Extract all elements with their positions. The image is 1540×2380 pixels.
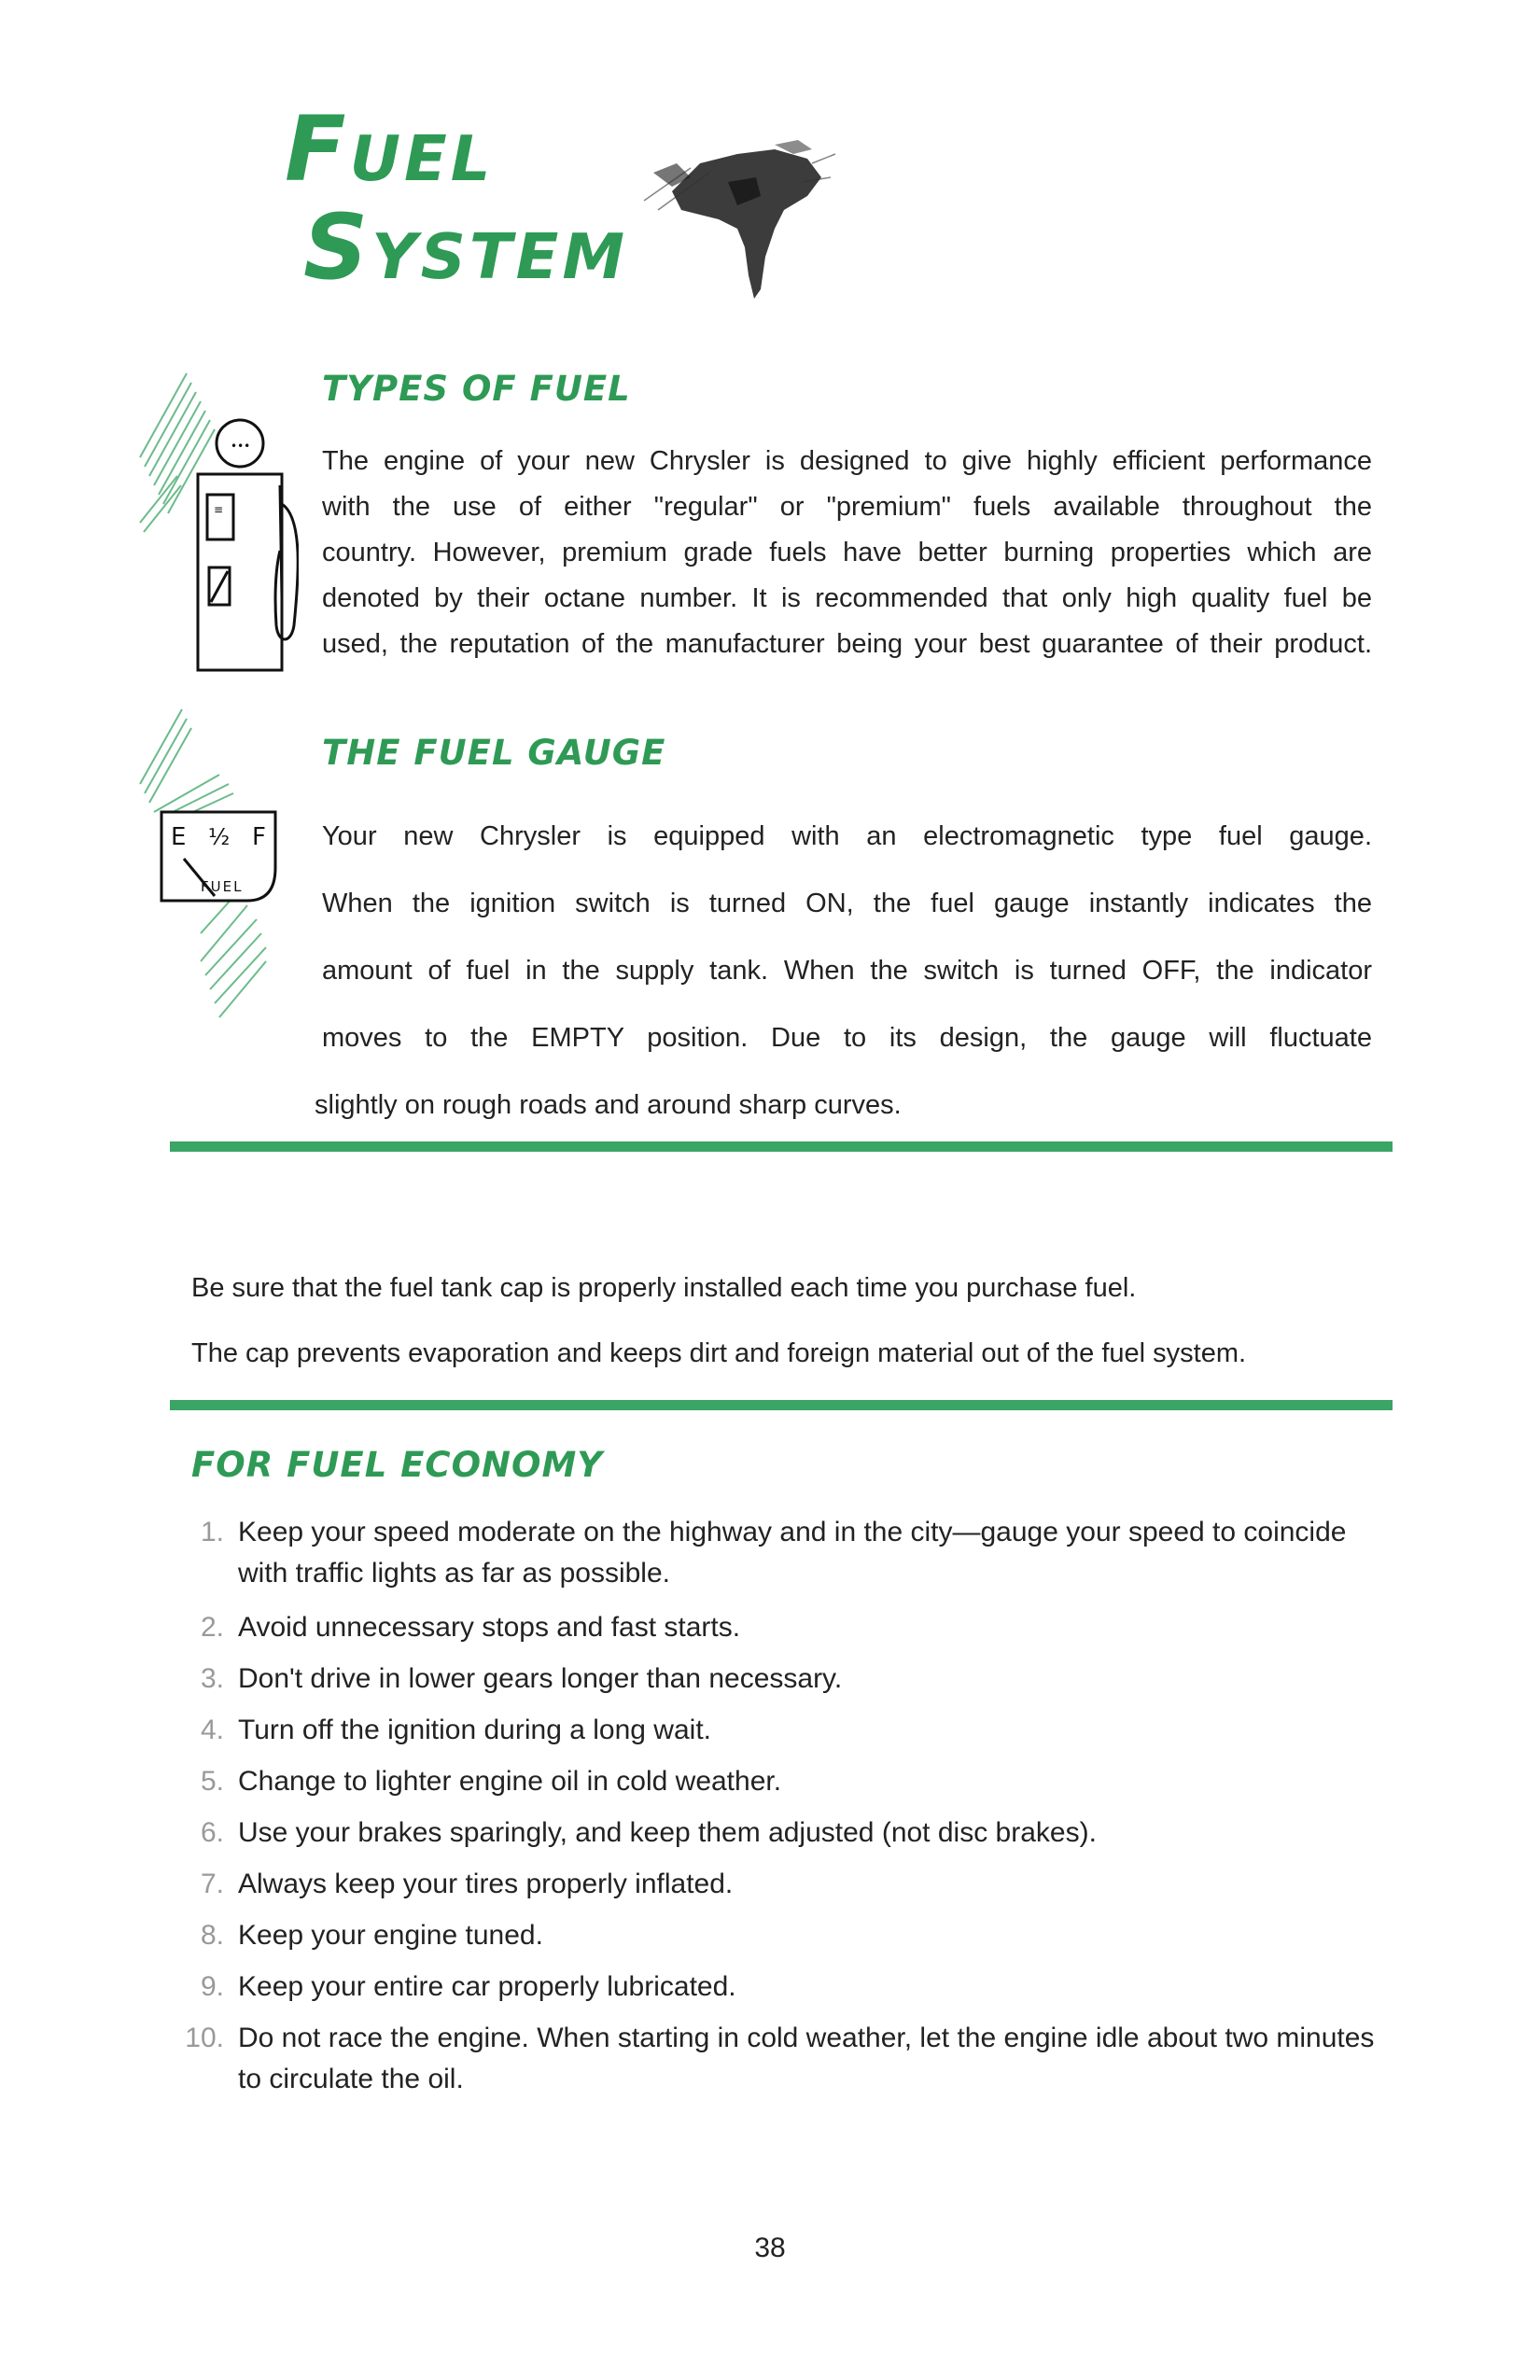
- fuel-gauge-icon: [135, 700, 294, 1055]
- heading-types-of-fuel: TYPES OF FUEL: [322, 369, 631, 409]
- list-text: Change to lighter engine oil in cold weather.: [238, 1766, 782, 1797]
- list-text: Turn off the ignition during a long wait.: [238, 1715, 711, 1745]
- list-number: 4.: [200, 1715, 224, 1745]
- gauge-fuel-label: FUEL: [201, 878, 244, 895]
- fuel-gauge-paragraph: [315, 803, 1372, 1139]
- svg-text:≡: ≡: [214, 503, 224, 516]
- list-number: 7.: [200, 1869, 224, 1899]
- list-number: 3.: [200, 1663, 224, 1694]
- list-number: 2.: [200, 1612, 224, 1643]
- list-text: Don't drive in lower gears longer than necessary.: [238, 1663, 843, 1694]
- paragraph-line: The engine of your new Chrysler is designed to give highly efficient performance: [322, 446, 1372, 476]
- list-number: 1.: [200, 1517, 224, 1547]
- paragraph-line: amount of fuel in the supply tank. When the switch is turned OFF, the indicator: [322, 956, 1372, 986]
- charcoal-splash-decoration: [635, 126, 868, 313]
- page-number: 38: [754, 2233, 786, 2263]
- paragraph-line: country. However, premium grade fuels have better burning properties which are: [322, 538, 1372, 567]
- paragraph-line: used, the reputation of the manufacturer being your best guarantee of their product.: [322, 629, 1372, 659]
- page-title-line-1: Fuel: [285, 97, 495, 202]
- list-text: Always keep your tires properly inflated.: [238, 1869, 734, 1899]
- heading-fuel-economy: FOR FUEL ECONOMY: [191, 1445, 604, 1485]
- paragraph-line: with the use of either "regular" or "premium" fuels available throughout the: [322, 492, 1372, 522]
- gauge-half-label: ½: [208, 824, 231, 850]
- list-number: 9.: [200, 1971, 224, 2002]
- list-text: Use your brakes sparingly, and keep them adjusted (not disc brakes).: [238, 1817, 1097, 1848]
- section-divider: [170, 1400, 1393, 1410]
- paragraph-line: Your new Chrysler is equipped with an electromagnetic type fuel gauge.: [322, 821, 1372, 851]
- list-text: Keep your speed moderate on the highway and in the city—gauge your speed to coincide with traffic lights as far as possible.: [238, 1517, 1347, 1589]
- types-of-fuel-paragraph: [322, 439, 1372, 667]
- paragraph-line: moves to the EMPTY position. Due to its design, the gauge will fluctuate: [322, 1023, 1372, 1053]
- gauge-full-label: F: [252, 823, 266, 851]
- fuel-cap-note: [191, 1255, 1367, 1386]
- note-line: The cap prevents evaporation and keeps dirt and foreign material out of the fuel system.: [191, 1338, 1247, 1368]
- list-text: Do not race the engine. When starting in cold weather, let the engine idle about two minutes to circulate the oil.: [238, 2023, 1375, 2094]
- list-text: Keep your engine tuned.: [238, 1920, 543, 1951]
- paragraph-line: slightly on rough roads and around sharp curves.: [315, 1090, 902, 1120]
- page-title-line-2: System: [303, 195, 629, 300]
- list-number: 5.: [200, 1766, 224, 1797]
- list-text: Keep your entire car properly lubricated.: [238, 1971, 736, 2002]
- heading-fuel-gauge: THE FUEL GAUGE: [322, 733, 666, 773]
- svg-text:•••: •••: [231, 440, 251, 453]
- gauge-empty-label: E: [171, 823, 187, 851]
- note-line: Be sure that the fuel tank cap is properly installed each time you purchase fuel.: [191, 1273, 1137, 1303]
- paragraph-line: denoted by their octane number. It is recommended that only high quality fuel be: [322, 583, 1372, 613]
- section-divider: [170, 1141, 1393, 1152]
- list-text: Avoid unnecessary stops and fast starts.: [238, 1612, 741, 1643]
- list-number: 8.: [200, 1920, 224, 1951]
- list-number: 6.: [200, 1817, 224, 1848]
- list-number: 10.: [185, 2023, 224, 2053]
- gas-pump-icon: [131, 364, 299, 681]
- paragraph-line: When the ignition switch is turned ON, the fuel gauge instantly indicates the: [322, 889, 1372, 918]
